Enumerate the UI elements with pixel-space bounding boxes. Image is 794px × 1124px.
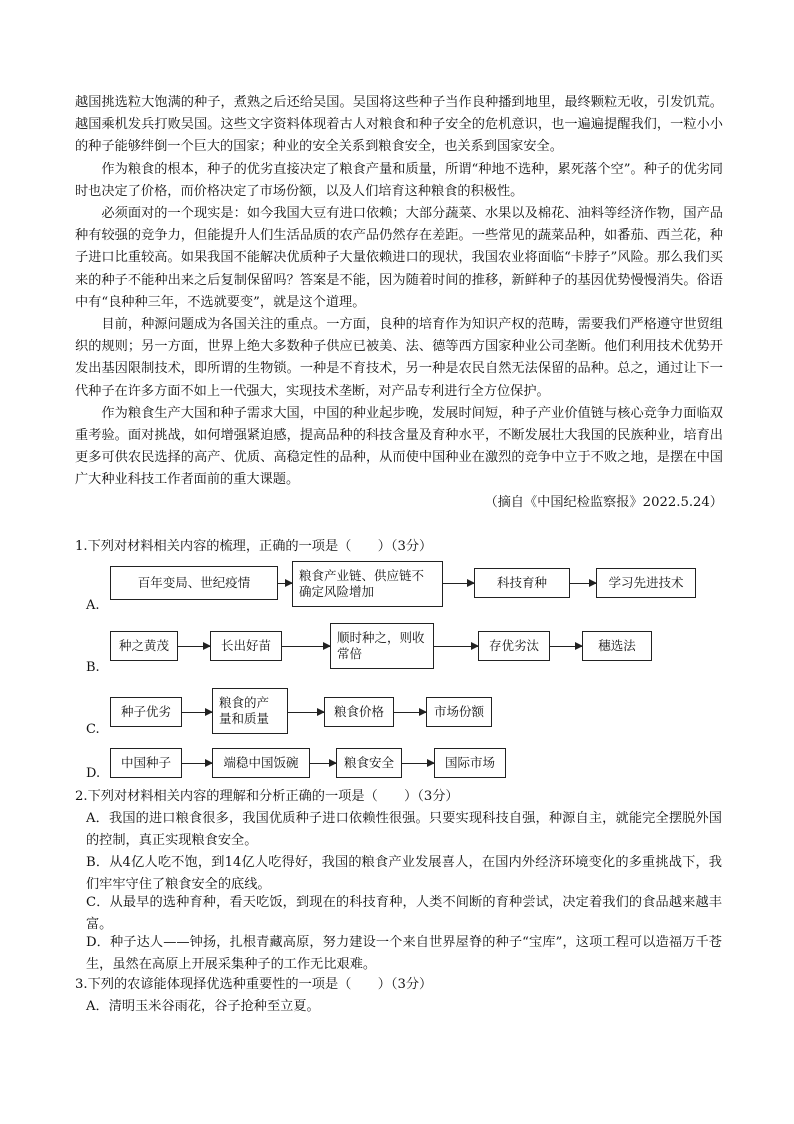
flow-arrow [182,712,212,713]
flow-box: 中国种子 [110,748,182,778]
flow-box: 顺时种之，则收常倍 [330,623,434,669]
flow-box: 长出好苗 [210,631,282,661]
option-label: B. [86,660,100,675]
flow-box: 粮食价格 [324,697,394,727]
flow-arrow [394,712,426,713]
passage-paragraph: 目前，种源问题成为各国关注的重点。一方面，良种的培育作为知识产权的范畴，需要我们严格遵守世贸组织的规则；另一方面，世界上绝大多数种子供应已被美、法、德等西方国家种业公司垄断。他们利用技术优势开发出基因限制技术，即所谓的生物锁。一种是不育技术，另一种是农民自然无法保留的品种。总之，通过让下一代种子在许多方面不如上一代强大，实现技术垄断，对产品专利进行全方位保护。 [75,317,723,399]
flow-box: 存优劣汰 [478,631,550,661]
question-1-stem: 1.下列对材料相关内容的梳理，正确的一项是（ ）（3分） [75,539,433,554]
flow-box: 端稳中国饭碗 [212,748,310,778]
q2-option-b: B．从4亿人吃不饱，到14亿人吃得好，我国的粮食产业发展喜人，在国内外经济环境变化的多重挑战下，我们牢牢守住了粮食安全的底线。 [86,855,722,892]
question-2-stem: 2.下列对材料相关内容的理解和分析正确的一项是（ ）（3分） [75,789,459,804]
flow-arrow [570,583,596,584]
flow-box: 市场份额 [426,697,492,727]
flow-arrow [178,646,210,647]
passage-paragraph: 作为粮食的根本，种子的优劣直接决定了粮食产量和质量，所谓“种地不选种，累死落个空”。种子的优劣同时也决定了价格，而价格决定了市场份额，以及人们培育这种粮食的积极性。 [75,161,723,199]
flow-arrow [443,583,474,584]
q2-option-c: C．从最早的选种育种，看天吃饭，到现在的科技育种，人类不间断的育种尝试，决定着我们的食品越来越丰富。 [86,895,722,932]
flow-box: 粮食安全 [336,748,402,778]
q2-option-d: D．种子达人——钟扬，扎根青藏高原，努力建设一个来自世界屋脊的种子“宝库”，这项工程可以造福万千苍生，虽然在高原上开展采集种子的工作无比艰难。 [86,935,722,972]
option-label: A. [86,598,100,613]
flow-arrow [278,583,292,584]
passage-paragraph: 越国挑选粒大饱满的种子，煮熟之后还给吴国。吴国将这些种子当作良种播到地里，最终颗粒无收，引发饥荒。越国乘机发兵打败吴国。这些文字资料体现着古人对粮食和种子安全的危机意识，也一遍遍提醒我们，一粒小小的种子能够绊倒一个巨大的国家；种业的安全关系到粮食安全，也关系到国家安全。 [75,95,723,155]
flow-box: 百年变局、世纪疫情 [110,566,278,600]
q2-option-a: A．我国的进口粮食很多，我国优质种子进口依赖性很强。只要实现科技自强，种源自主，就能完全摆脱外国的控制，真正实现粮食安全。 [86,811,722,848]
passage-source: （摘自《中国纪检监察报》2022.5.24） [484,494,723,510]
passage-paragraph: 必须面对的一个现实是：如今我国大豆有进口依赖；大部分蔬菜、水果以及棉花、油料等经济作物，国产品种有较强的竞争力，但能提升人们生活品质的农产品仍然存在差距。一些常见的蔬菜品种，如番茄、西兰花，种子进口比重较高。如果我国不能解决优质种子大量依赖进口的现状，我国农业将面临“卡脖子”风险。那么我们买来的种子不能种出来之后复制保留吗？答案是不能，因为随着时间的推移，新鲜种子的基因优势慢慢消失。俗语中有“良种种三年，不选就要变”，就是这个道理。 [75,206,723,310]
question-3-stem: 3.下列的农谚能体现择优选种重要性的一项是（ ）（3分） [75,977,433,992]
flow-arrow [310,763,336,764]
flow-arrow [288,712,324,713]
flow-box: 科技育种 [474,568,570,598]
passage-paragraph: 作为粮食生产大国和种子需求大国，中国的种业起步晚，发展时间短，种子产业价值链与核心竞争力面临双重考验。面对挑战，如何增强紧迫感，提高品种的科技含量及育种水平，不断发展壮大我国的民族种业，培育出更多可供农民选择的高产、优质、高稳定性的品种，从而使中国种业在激烈的竞争中立于不败之地，是摆在中国广大种业科技工作者面前的重大课题。 [75,405,723,488]
flow-arrow [282,646,330,647]
flow-box: 种子优劣 [110,697,182,727]
reading-passage [75,92,723,514]
flow-box: 穗选法 [582,631,652,661]
flow-arrow [550,646,582,647]
option-label: D. [86,766,101,781]
option-label: C. [86,722,100,737]
flow-box: 粮食产业链、供应链不确定风险增加 [292,561,443,607]
flow-arrow [402,763,434,764]
q3-option-a: A．清明玉米谷雨花，谷子抢种至立夏。 [86,999,320,1014]
flow-box: 粮食的产量和质量 [212,688,288,734]
flow-box: 种之黄茂 [110,631,178,661]
flow-box: 国际市场 [434,748,506,778]
flow-box: 学习先进技术 [596,568,696,598]
flow-arrow [182,763,212,764]
flow-arrow [434,646,478,647]
